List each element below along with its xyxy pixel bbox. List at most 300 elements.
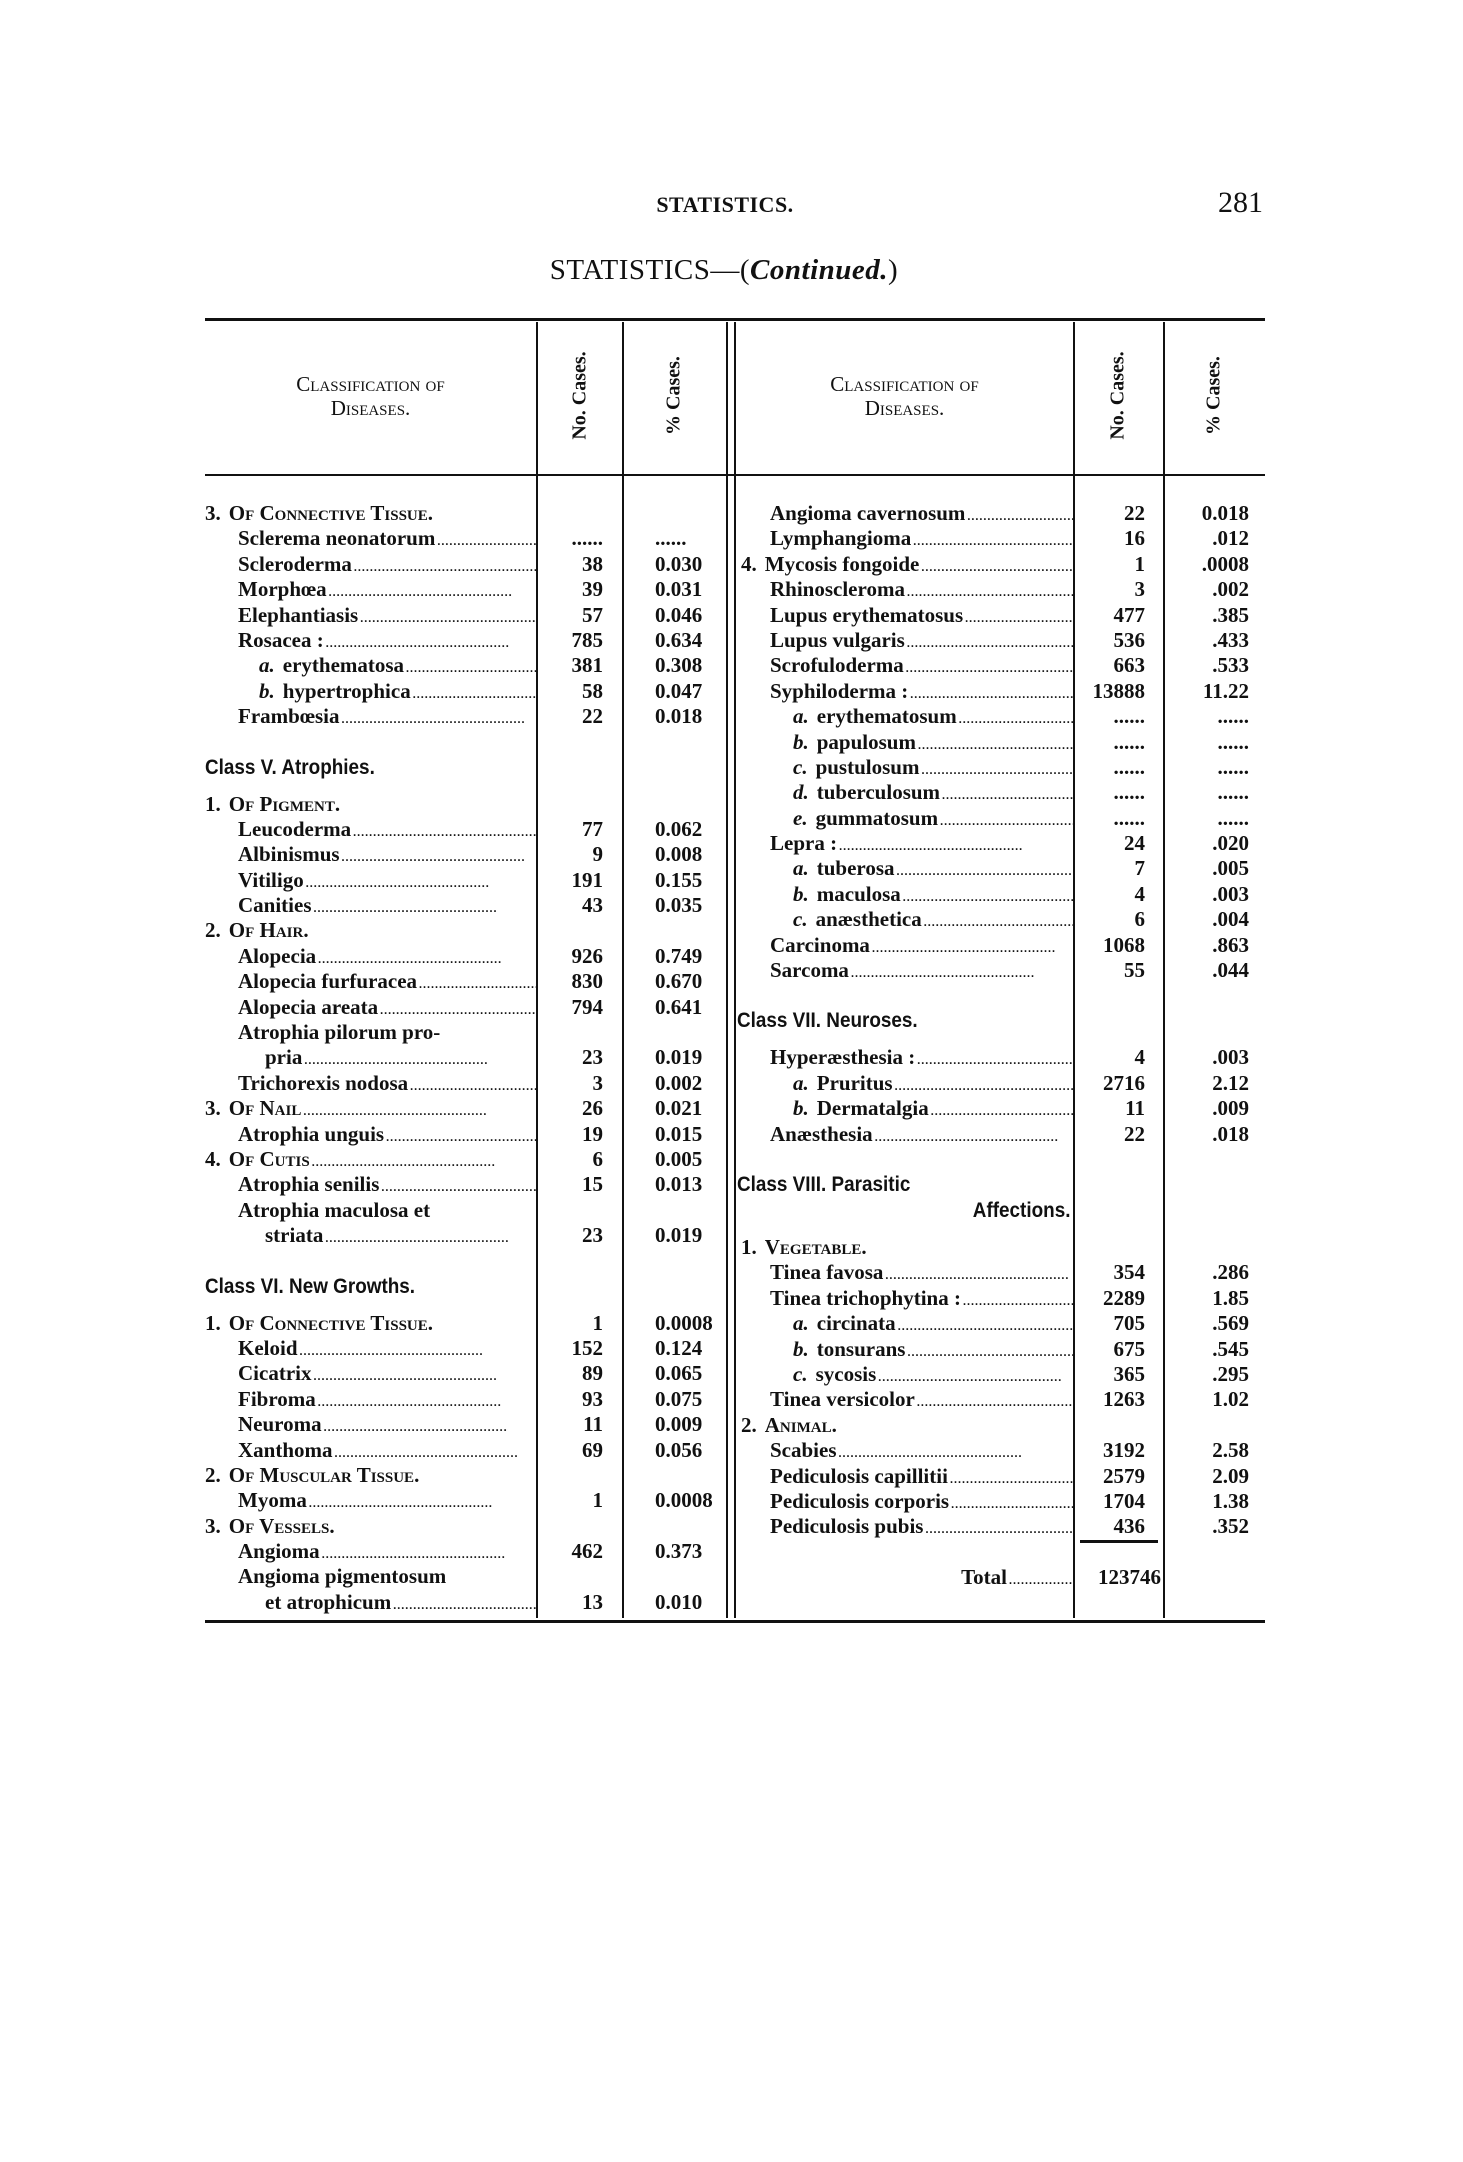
disease-name — [737, 1311, 1075, 1336]
disease-label: Rosacea : — [238, 627, 324, 652]
disease-name — [205, 577, 537, 602]
pct-cases-cell: 1.02 — [1212, 1387, 1249, 1412]
pct-cases-cell: 2.12 — [1212, 1070, 1249, 1095]
table-row — [737, 704, 1267, 729]
table-row — [205, 995, 727, 1020]
disease-label: striata — [265, 1223, 324, 1248]
table-row — [205, 1096, 727, 1121]
class-heading — [737, 997, 1214, 1045]
disease-label: anæsthetica — [815, 907, 922, 932]
pct-cases-cell: .352 — [1212, 1514, 1249, 1539]
no-cases-cell: 191 — [571, 867, 603, 892]
disease-name — [737, 1337, 1075, 1362]
table-title — [0, 254, 1448, 287]
disease-name — [737, 1260, 1075, 1285]
no-cases-cell: 2289 — [1103, 1285, 1145, 1310]
pct-cases-cell: .0008 — [1201, 551, 1249, 576]
disease-label: pria — [265, 1045, 303, 1070]
no-cases-cell: 3 — [592, 1070, 603, 1095]
no-cases-cell: 1 — [592, 1488, 603, 1513]
class-heading-text: Class VII. Neuroses. — [737, 1009, 918, 1033]
header-no-cases-left: No. Cases. — [568, 351, 591, 440]
disease-name — [205, 603, 537, 628]
no-cases-cell: 93 — [582, 1386, 603, 1411]
table-row — [205, 1336, 727, 1361]
table-row — [737, 1311, 1267, 1336]
table-row — [205, 501, 727, 526]
no-cases-cell: 6 — [592, 1146, 603, 1171]
disease-name — [737, 653, 1075, 678]
item-number: 4. — [205, 1146, 221, 1171]
disease-label: Hyperæsthesia : — [770, 1045, 916, 1070]
pct-cases-cell: 2.09 — [1212, 1463, 1249, 1488]
pct-cases-cell: 0.008 — [655, 842, 703, 867]
disease-label: Alopecia areata — [238, 994, 379, 1019]
no-cases-cell: 365 — [1113, 1361, 1145, 1386]
disease-label: Lupus vulgaris — [770, 627, 905, 652]
no-cases-cell: 24 — [1124, 831, 1145, 856]
table-row — [737, 526, 1267, 551]
pct-cases-cell: ...... — [1217, 729, 1249, 754]
pct-cases-cell: 1.85 — [1212, 1285, 1249, 1310]
table-row — [737, 1438, 1267, 1463]
pct-cases-cell: 0.124 — [655, 1335, 703, 1360]
disease-label: Of Nail — [228, 1096, 302, 1121]
disease-name — [737, 1096, 1075, 1121]
no-cases-cell: 663 — [1113, 653, 1145, 678]
disease-name — [205, 868, 537, 893]
class-heading — [737, 1161, 1214, 1235]
pct-cases-cell: .002 — [1212, 577, 1249, 602]
pct-cases-cell: .004 — [1212, 907, 1249, 932]
pct-cases-cell: .009 — [1212, 1096, 1249, 1121]
table-row — [205, 1463, 727, 1488]
pct-cases-cell: 0.019 — [655, 1045, 703, 1070]
table-row — [205, 1020, 727, 1045]
left-table-body — [205, 501, 727, 1615]
title-continued: Continued. — [750, 254, 889, 286]
disease-label: hypertrophica — [282, 678, 411, 703]
pct-cases-cell: 0.308 — [655, 653, 703, 678]
table-row — [205, 1223, 727, 1248]
no-cases-cell: 43 — [582, 893, 603, 918]
disease-name — [205, 1198, 537, 1223]
class-heading-text: Class V. Atrophies. — [205, 755, 375, 779]
disease-label: Pediculosis capillitii — [770, 1463, 948, 1488]
no-cases-cell: 22 — [1124, 501, 1145, 525]
disease-label: Canities — [238, 893, 312, 918]
table-row — [205, 817, 727, 842]
no-cases-cell: 1 — [1134, 551, 1145, 576]
table-row — [737, 1071, 1267, 1096]
table-row — [205, 603, 727, 628]
disease-name — [737, 1438, 1075, 1463]
no-cases-cell: 436 — [1113, 1514, 1145, 1539]
table-row — [737, 1514, 1267, 1539]
disease-name — [737, 1514, 1075, 1539]
pct-cases-cell — [1165, 1413, 1267, 1438]
disease-name — [737, 526, 1075, 551]
no-cases-cell: 2579 — [1103, 1463, 1145, 1488]
pct-cases-cell: 0.005 — [655, 1146, 703, 1171]
table-row — [737, 1122, 1267, 1147]
disease-name — [737, 1286, 1075, 1311]
disease-label: Syphiloderma : — [770, 678, 909, 703]
table-row — [737, 958, 1267, 983]
disease-label: Animal. — [764, 1412, 837, 1437]
table-row — [737, 1286, 1267, 1311]
table-row — [737, 1235, 1267, 1260]
disease-label: Leucoderma — [238, 816, 352, 841]
disease-label: Alopecia — [238, 943, 317, 968]
disease-name — [737, 755, 1075, 780]
pct-cases-cell: 0.018 — [1201, 501, 1249, 525]
no-cases-cell — [537, 918, 623, 943]
disease-name — [737, 704, 1075, 729]
disease-name — [205, 918, 537, 943]
pct-cases-cell — [1165, 1565, 1267, 1590]
table-row — [737, 1464, 1267, 1489]
item-number: 3. — [205, 1096, 221, 1121]
disease-label: Scrofuloderma — [770, 653, 904, 678]
no-cases-cell — [1075, 1235, 1165, 1260]
no-cases-cell: ...... — [1113, 754, 1145, 779]
disease-label: Angioma pigmentosum — [238, 1564, 447, 1589]
pct-cases-cell: .005 — [1212, 856, 1249, 881]
pct-cases-cell: 0.065 — [655, 1361, 703, 1386]
table-row — [737, 933, 1267, 958]
disease-name — [737, 1413, 1075, 1438]
disease-label: Dermatalgia — [816, 1096, 929, 1121]
pct-cases-cell: 0.641 — [655, 994, 703, 1019]
disease-name — [737, 856, 1075, 881]
disease-name — [205, 1020, 537, 1045]
total-row — [737, 1565, 1267, 1590]
disease-name — [205, 893, 537, 918]
disease-name — [737, 1387, 1075, 1412]
table-row — [737, 1362, 1267, 1387]
disease-name — [737, 831, 1075, 856]
disease-label: Cicatrix — [238, 1361, 312, 1386]
table-bottom-rule — [205, 1620, 1265, 1623]
table-row — [205, 526, 727, 551]
pct-cases-cell: 0.018 — [655, 704, 703, 729]
disease-name — [737, 1235, 1075, 1260]
disease-name — [737, 501, 1075, 526]
disease-label: Angioma cavernosum — [770, 501, 966, 525]
no-cases-cell: 6 — [1134, 907, 1145, 932]
no-cases-cell: 785 — [571, 627, 603, 652]
page-number: 281 — [1218, 186, 1263, 219]
pct-cases-cell: 1.38 — [1212, 1488, 1249, 1513]
pct-cases-cell: .569 — [1212, 1311, 1249, 1336]
table-row — [205, 628, 727, 653]
item-number: 1. — [741, 1234, 757, 1259]
disease-label: Carcinoma — [770, 932, 870, 957]
disease-label: Frambœsia — [238, 704, 340, 729]
pct-cases-cell — [623, 1020, 727, 1045]
no-cases-cell: 69 — [582, 1437, 603, 1462]
no-cases-cell: 15 — [582, 1172, 603, 1197]
disease-label: gummatosum — [815, 805, 939, 830]
disease-name — [205, 1438, 537, 1463]
header-pct-cases-left: % Cases. — [662, 356, 685, 435]
pct-cases-cell: 0.749 — [655, 943, 703, 968]
table-row — [205, 1438, 727, 1463]
item-number: 4. — [741, 551, 757, 576]
item-number: a. — [259, 653, 275, 678]
disease-name — [205, 1488, 537, 1513]
disease-label: circinata — [816, 1311, 896, 1336]
disease-name — [205, 1147, 537, 1172]
column-divider — [734, 322, 736, 1618]
disease-name — [205, 1045, 537, 1070]
disease-label: Atrophia senilis — [238, 1172, 380, 1197]
disease-label: Vitiligo — [238, 867, 304, 892]
disease-label: Lymphangioma — [770, 526, 912, 551]
disease-name — [205, 817, 537, 842]
disease-label: Fibroma — [238, 1386, 316, 1411]
no-cases-cell — [1075, 1413, 1165, 1438]
no-cases-cell: 926 — [571, 943, 603, 968]
item-number: a. — [793, 1311, 809, 1336]
pct-cases-cell: 0.010 — [655, 1589, 703, 1614]
no-cases-cell: 57 — [582, 602, 603, 627]
table-row — [737, 577, 1267, 602]
disease-name — [205, 501, 537, 526]
no-cases-cell: 3192 — [1103, 1438, 1145, 1463]
no-cases-cell — [537, 1564, 623, 1589]
disease-label: Lupus erythematosus — [770, 602, 964, 627]
no-cases-cell: 13888 — [1092, 678, 1145, 703]
table-row — [205, 577, 727, 602]
table-top-rule — [205, 318, 1265, 321]
header-line: Diseases. — [864, 396, 945, 420]
pct-cases-cell: .295 — [1212, 1361, 1249, 1386]
disease-name — [205, 1361, 537, 1386]
header-classification-left — [205, 372, 536, 420]
table-row — [737, 1260, 1267, 1285]
item-number: b. — [793, 1096, 809, 1121]
table-row — [205, 1147, 727, 1172]
disease-label: Of Connective Tissue. — [228, 501, 433, 525]
item-number: 2. — [741, 1412, 757, 1437]
no-cases-cell: 675 — [1113, 1336, 1145, 1361]
table-row — [737, 552, 1267, 577]
no-cases-cell: 55 — [1124, 958, 1145, 983]
disease-name — [737, 1565, 1075, 1590]
disease-name — [205, 1223, 537, 1248]
table-row — [205, 1361, 727, 1386]
pct-cases-cell: 0.056 — [655, 1437, 703, 1462]
disease-name — [205, 969, 537, 994]
disease-name — [737, 730, 1075, 755]
disease-name — [737, 907, 1075, 932]
table-row — [205, 653, 727, 678]
item-number: b. — [259, 678, 275, 703]
header-classification-right — [736, 372, 1073, 420]
item-number: b. — [793, 881, 809, 906]
item-number: 2. — [205, 1462, 221, 1487]
disease-label: Elephantiasis — [238, 602, 359, 627]
no-cases-cell — [537, 501, 623, 526]
no-cases-cell: 16 — [1124, 526, 1145, 551]
disease-name — [205, 628, 537, 653]
header-pct-cases-right: % Cases. — [1202, 356, 1225, 435]
no-cases-cell: 1263 — [1103, 1387, 1145, 1412]
disease-label: Anæsthesia — [770, 1121, 873, 1146]
table-row — [737, 1387, 1267, 1412]
class-heading-text: Class VIII. Parasitic — [737, 1172, 911, 1196]
table-row — [737, 1489, 1267, 1514]
disease-name — [737, 577, 1075, 602]
no-cases-cell: 22 — [1124, 1121, 1145, 1146]
pct-cases-cell: 0.013 — [655, 1172, 703, 1197]
table-row — [737, 780, 1267, 805]
pct-cases-cell: 0.047 — [655, 678, 703, 703]
disease-name — [205, 1122, 537, 1147]
no-cases-cell: 3 — [1134, 577, 1145, 602]
disease-name — [205, 1514, 537, 1539]
disease-label: Total . . . — [961, 1565, 1071, 1589]
table-row — [205, 552, 727, 577]
no-cases-cell: 152 — [571, 1335, 603, 1360]
disease-label: Pruritus — [816, 1070, 893, 1095]
disease-label: papulosum — [816, 729, 916, 754]
table-row — [737, 628, 1267, 653]
disease-name — [205, 1311, 537, 1336]
disease-label: Of Vessels. — [228, 1513, 335, 1538]
table-row — [205, 1539, 727, 1564]
disease-name — [205, 679, 537, 704]
disease-name — [737, 679, 1075, 704]
pct-cases-cell: 0.019 — [655, 1223, 703, 1248]
pct-cases-cell: 0.634 — [655, 627, 703, 652]
no-cases-cell: 23 — [582, 1223, 603, 1248]
table-row — [737, 1096, 1267, 1121]
table-row — [737, 755, 1267, 780]
no-cases-cell: 1704 — [1103, 1488, 1145, 1513]
header-line: Classification of — [296, 372, 445, 396]
disease-label: Scabies — [770, 1438, 837, 1463]
no-cases-cell: 123746 — [1098, 1564, 1161, 1589]
table-row — [737, 806, 1267, 831]
class-heading — [205, 1263, 675, 1311]
disease-label: tuberculosum — [816, 780, 941, 805]
disease-label: Sarcoma — [770, 958, 849, 983]
table-row — [737, 1045, 1267, 1070]
disease-name — [205, 842, 537, 867]
header-line: Diseases. — [330, 396, 411, 420]
table-row — [737, 1413, 1267, 1438]
no-cases-cell: 11 — [1125, 1096, 1145, 1121]
no-cases-cell: 1 — [592, 1310, 603, 1335]
pct-cases-cell: .020 — [1212, 831, 1249, 856]
pct-cases-cell: .863 — [1212, 932, 1249, 957]
disease-name — [205, 792, 537, 817]
pct-cases-cell: .533 — [1212, 653, 1249, 678]
disease-name — [737, 958, 1075, 983]
pct-cases-cell: ...... — [1217, 805, 1249, 830]
disease-label: Myoma — [238, 1488, 307, 1513]
no-cases-cell: 38 — [582, 551, 603, 576]
table-row — [205, 1488, 727, 1513]
no-cases-cell: 477 — [1113, 602, 1145, 627]
disease-label: Vegetable. — [764, 1234, 867, 1259]
pct-cases-cell: 0.0008 — [655, 1310, 713, 1335]
no-cases-cell: 354 — [1113, 1260, 1145, 1285]
table-row — [205, 1122, 727, 1147]
disease-label: Atrophia pilorum pro- — [238, 1020, 441, 1045]
item-number: e. — [793, 805, 808, 830]
no-cases-cell: 536 — [1113, 627, 1145, 652]
table-row — [737, 730, 1267, 755]
no-cases-cell: 23 — [582, 1045, 603, 1070]
no-cases-cell — [537, 1514, 623, 1539]
title-text: STATISTICS—( — [549, 254, 751, 286]
pct-cases-cell: 0.031 — [655, 577, 703, 602]
table-row — [205, 1311, 727, 1336]
pct-cases-cell: ...... — [1217, 754, 1249, 779]
table-row — [205, 679, 727, 704]
table-row — [205, 1564, 727, 1589]
pct-cases-cell: .044 — [1212, 958, 1249, 983]
disease-label: sycosis — [815, 1361, 877, 1386]
item-number: c. — [793, 1361, 808, 1386]
disease-label: Trichorexis nodosa — [238, 1070, 409, 1095]
disease-name — [737, 933, 1075, 958]
table-row — [205, 1387, 727, 1412]
disease-name — [205, 1412, 537, 1437]
no-cases-cell: 1068 — [1103, 932, 1145, 957]
disease-label: Atrophia unguis — [238, 1121, 385, 1146]
pct-cases-cell: 0.670 — [655, 969, 703, 994]
item-number: 3. — [205, 501, 221, 525]
no-cases-cell: ...... — [1113, 704, 1145, 729]
pct-cases-cell: 0.0008 — [655, 1488, 713, 1513]
right-table-body — [737, 501, 1267, 1590]
table-row — [737, 882, 1267, 907]
disease-label: pustulosum — [815, 754, 920, 779]
no-cases-cell: 4 — [1134, 881, 1145, 906]
pct-cases-cell: .545 — [1212, 1336, 1249, 1361]
disease-label: Of Cutis — [228, 1146, 310, 1171]
no-cases-cell: ...... — [571, 526, 603, 551]
disease-name — [737, 1071, 1075, 1096]
header-line: Classification of — [830, 372, 979, 396]
disease-name — [205, 995, 537, 1020]
no-cases-cell: 89 — [582, 1361, 603, 1386]
item-number: a. — [793, 856, 809, 881]
table-row — [737, 603, 1267, 628]
pct-cases-cell — [623, 1564, 727, 1589]
pct-cases-cell: 0.046 — [655, 602, 703, 627]
disease-label: Mycosis fongoide — [764, 551, 920, 576]
disease-name — [205, 1071, 537, 1096]
no-cases-cell: 22 — [582, 704, 603, 729]
pct-cases-cell: 2.58 — [1212, 1438, 1249, 1463]
pct-cases-cell: 0.002 — [655, 1070, 703, 1095]
table-row — [205, 969, 727, 994]
item-number: 2. — [205, 918, 221, 943]
disease-name — [737, 1045, 1075, 1070]
disease-name — [205, 1096, 537, 1121]
disease-name — [737, 1122, 1075, 1147]
pct-cases-cell — [623, 501, 727, 526]
disease-name — [205, 944, 537, 969]
no-cases-cell: 13 — [582, 1589, 603, 1614]
disease-name — [737, 780, 1075, 805]
